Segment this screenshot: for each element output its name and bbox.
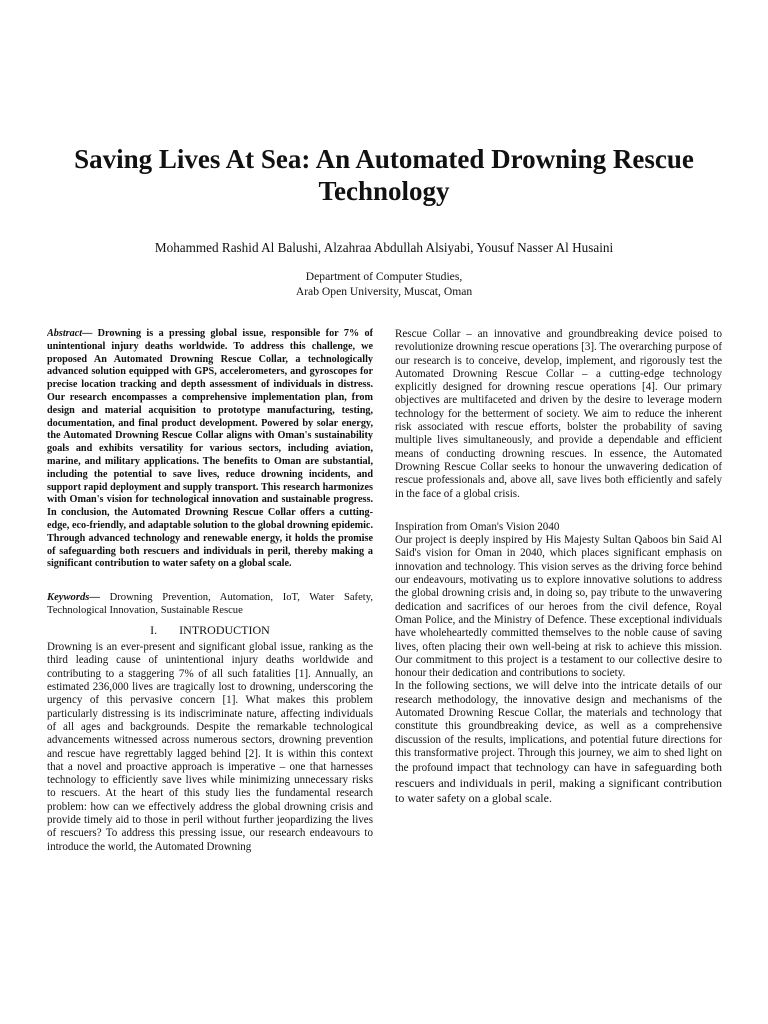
- affiliation-university: Arab Open University, Muscat, Oman: [295, 285, 473, 298]
- abstract: [47, 328, 373, 571]
- left-column: [47, 328, 373, 930]
- author-list: Mohammed Rashid Al Balushi, Alzahraa Abdullah Alsiyabi, Yousuf Nasser Al Husaini: [154, 240, 614, 255]
- outline-text-end: impact that technology can have in safeguarding both rescuers and individuals in peril, making a significant contribution to water safety on a global scale.: [395, 760, 722, 805]
- keywords-text: Drowning Prevention, Automation, IoT, Water Safety, Technological Innovation, Sustainable Rescue: [47, 592, 373, 617]
- affiliation: [120, 269, 648, 299]
- right-column: [395, 328, 722, 910]
- section-title: INTRODUCTION: [179, 623, 270, 638]
- body-paragraph-vision: Our project is deeply inspired by His Majesty Sultan Qaboos bin Said Al Said's vision for Oman in 2040, which places significant emphasis on innovation and technology. This vision serves as the driving force behind our endeavours, motivating us to explore innovative solutions to address the global drowning crisis and, in doing so, pay tribute to the unwavering dedication and sacrifices of our heroes from the civil defence, Royal Oman Police, and the Ministry of Defence. These exceptional individuals have wholeheartedly committed themselves to the noble cause of saving lives, often placing their own well-being at risk to achieve this mission. Our commitment to this project is a testament to our collective desire to honour their dedication and contributions to society.: [395, 534, 722, 680]
- keywords-label: Keywords—: [47, 592, 100, 604]
- abstract-label: Abstract: [47, 328, 83, 339]
- affiliation-department: Department of Computer Studies,: [305, 270, 463, 283]
- body-paragraph-continued: Rescue Collar – an innovative and groundbreaking device poised to revolutionize drowning rescue operations [3]. The overarching purpose of our research is to conceive, develop, implement, and rigorously test the Automated Drowning Rescue Collar – a cutting-edge technology explicitly designed for drowning rescue operations [4]. Our primary objectives are multifaceted and driven by the desire to leverage modern technology for the betterment of society. We aim to reduce the inherent risk associated with rescue efforts, bolster the probability of saving multiple lives simultaneously, and provide a dependable and efficient means of conducting drowning rescues. In essence, the Automated Drowning Rescue Collar seeks to honour the unwavering dedication of rescue professionals and, above all, save lives both efficiently and safely in the face of a global crisis.: [395, 328, 722, 500]
- abstract-text: Drowning is a pressing global issue, responsible for 7% of unintentional injury deaths worldwide. To address this challenge, we proposed An Automated Drowning Rescue Collar, a technologically advanced solution equipped with GPS, accelerometers, and gyroscopes for precise location tracking and depth assessment of individuals in distress. Our research encompasses a comprehensive implementation plan, from design and material acquisition to prototype manufacturing, testing, documentation, and final product development. Powered by solar energy, the Automated Drowning Rescue Collar aligns with Oman's sustainability goals and exhibits versatility for various sectors, including aviation, marine, and military applications. The benefits to Oman are substantial, including the potential to save lives, reduce drowning incidents, and support rapid deployment and supply transport. This research harmonizes with Oman's vision for technological innovation and sustainable progress. In conclusion, the Automated Drowning Rescue Collar offers a cutting-edge, eco-friendly, and adaptable solution to the global drowning epidemic. Through advanced technology and renewable energy, it holds the promise of safeguarding both rescuers and individuals in peril, thereby making a significant contribution to water safety on a global scale.: [47, 328, 373, 570]
- outline-text: In the following sections, we will delve into the intricate details of our research methodology, the innovative design and mechanisms of the Automated Drowning Rescue Collar, the materials and technology that constitute this groundbreaking device, as well as a comprehensive discussion of the results, implications, and potential future directions for this transformative project. Through this journey, we aim to shed light on the profound: [395, 680, 722, 775]
- introduction-paragraph: Drowning is an ever-present and significant global issue, ranking as the third leading cause of unintentional injury deaths worldwide and contributing to a staggering 7% of all such fatalities [1]. Annually, an estimated 236,000 lives are tragically lost to drowning, underscoring the urgency of this pervasive concern [1]. What makes this problem particularly distressing is its indiscriminate nature, affecting individuals of all ages and backgrounds. Despite the remarkable technological advancements witnessed across numerous sectors, drowning prevention and rescue have regrettably lagged behind [2]. It is within this context that a novel and proactive approach is imperative – one that harnesses technology to efficiently save lives while minimizing unnecessary risks to rescuers. At the heart of this study lies the fundamental research problem: how can we effectively address the global drowning crisis and provide timely aid to those in peril without further jeopardizing the lives of rescuers? To address this pressing issue, our research endeavours to introduce the world, the Automated Drowning: [47, 641, 373, 853]
- paper-title: Saving Lives At Sea: An Automated Drowning Rescue Technology: [74, 144, 694, 206]
- section-heading-introduction: [47, 622, 373, 638]
- subsection-heading: Inspiration from Oman's Vision 2040: [395, 520, 560, 533]
- section-number: I.: [150, 623, 158, 638]
- body-paragraph-outline: [395, 680, 722, 806]
- abstract-dash: —: [82, 328, 93, 339]
- keywords: [47, 591, 373, 617]
